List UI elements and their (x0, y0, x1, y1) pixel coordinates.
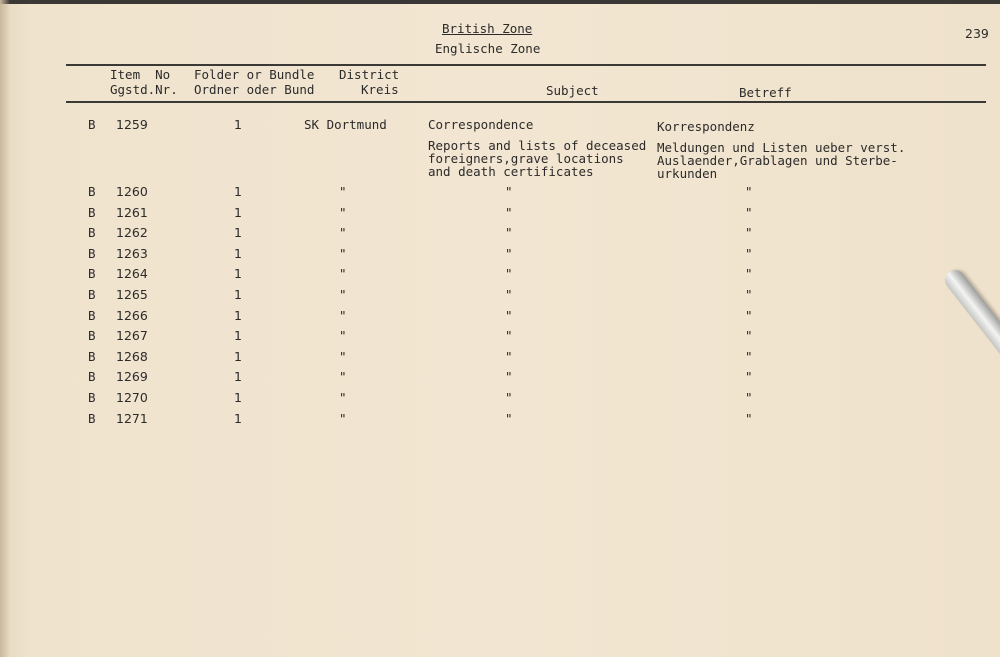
row-folder-count: 1 (234, 287, 242, 302)
row-betreff-ditto: " (745, 287, 753, 302)
row-district-ditto: " (339, 390, 347, 405)
row-district-ditto: " (339, 369, 347, 385)
row-folder-count: 1 (234, 266, 242, 282)
row-betreff-ditto: " (745, 266, 753, 282)
row-item-number: 1264 (116, 266, 148, 282)
row-district-ditto: " (339, 307, 347, 323)
row-item-number: 1266 (116, 307, 148, 323)
row-item-number: 1262 (116, 225, 148, 241)
row-betreff-line: urkunden (657, 166, 718, 181)
row-folder-count: 1 (234, 117, 242, 132)
row-item-number: 1270 (116, 390, 148, 405)
row-item-number: 1263 (116, 245, 148, 261)
row-district-ditto: " (339, 184, 347, 199)
row-folder-count: 1 (234, 245, 242, 261)
row-district-ditto: " (339, 328, 347, 344)
row-series: B (88, 117, 96, 132)
row-district: SK Dortmund (304, 117, 387, 132)
row-series: B (88, 204, 96, 220)
row-district-ditto: " (339, 287, 347, 302)
col-district-de: Kreis (361, 82, 399, 97)
row-folder-count: 1 (234, 307, 242, 323)
row-folder-count: 1 (234, 328, 242, 344)
row-district-ditto: " (339, 266, 347, 282)
row-series: B (88, 328, 96, 344)
row-betreff-title: Korrespondenz (657, 119, 755, 134)
row-item-number: 1260 (116, 184, 148, 199)
row-betreff-ditto: " (745, 390, 753, 405)
row-folder-count: 1 (234, 369, 242, 385)
row-series: B (88, 245, 96, 261)
binding-shadow (0, 0, 10, 657)
row-folder-count: 1 (234, 390, 242, 405)
row-series: B (88, 225, 96, 241)
col-folder-en: Folder or Bundle (194, 67, 315, 82)
row-betreff-ditto: " (745, 410, 753, 426)
row-subject-ditto: " (505, 369, 513, 385)
row-subject-ditto: " (505, 225, 513, 241)
row-district-ditto: " (339, 225, 347, 241)
header-top-rule (66, 64, 986, 66)
title-british-zone: British Zone (442, 21, 533, 36)
col-betreff: Betreff (739, 85, 792, 100)
row-folder-count: 1 (234, 204, 242, 220)
row-subject-ditto: " (505, 204, 513, 220)
row-subject-ditto: " (505, 410, 513, 426)
row-folder-count: 1 (234, 225, 242, 241)
top-edge (0, 0, 1000, 4)
row-item-number: 1271 (116, 410, 148, 426)
row-betreff-ditto: " (745, 225, 753, 241)
row-betreff-ditto: " (745, 204, 753, 220)
row-betreff-line: Meldungen und Listen ueber verst. (657, 140, 906, 155)
col-district-en: District (339, 67, 400, 82)
row-item-number: 1268 (116, 348, 148, 364)
row-series: B (88, 348, 96, 364)
col-folder-de: Ordner oder Bund (194, 82, 315, 97)
row-subject-ditto: " (505, 390, 513, 405)
row-item-number: 1261 (116, 204, 148, 220)
row-subject-ditto: " (505, 328, 513, 344)
row-item-number: 1259 (116, 117, 148, 132)
row-series: B (88, 287, 96, 302)
row-subject-ditto: " (505, 184, 513, 199)
row-subject-line: and death certificates (428, 164, 594, 179)
page-number: 239 (965, 26, 989, 41)
row-folder-count: 1 (234, 410, 242, 426)
row-series: B (88, 369, 96, 385)
row-series: B (88, 266, 96, 282)
paper-clip (941, 266, 1000, 404)
header-bottom-rule (66, 101, 986, 103)
row-subject-ditto: " (505, 245, 513, 261)
col-subject: Subject (546, 83, 599, 98)
row-series: B (88, 307, 96, 323)
row-betreff-ditto: " (745, 245, 753, 261)
row-subject-ditto: " (505, 307, 513, 323)
row-item-number: 1267 (116, 328, 148, 344)
row-subject-ditto: " (505, 287, 513, 302)
row-subject-ditto: " (505, 266, 513, 282)
row-subject-ditto: " (505, 348, 513, 364)
row-betreff-ditto: " (745, 369, 753, 385)
row-district-ditto: " (339, 410, 347, 426)
row-item-number: 1265 (116, 287, 148, 302)
row-folder-count: 1 (234, 348, 242, 364)
title-englische-zone: Englische Zone (435, 41, 541, 56)
row-subject-title: Correspondence (428, 117, 534, 132)
row-district-ditto: " (339, 204, 347, 220)
row-betreff-ditto: " (745, 307, 753, 323)
row-betreff-line: Auslaender,Grablagen und Sterbe- (657, 153, 898, 168)
row-betreff-ditto: " (745, 348, 753, 364)
row-series: B (88, 390, 96, 405)
col-item-no-en: Item No (110, 67, 171, 82)
row-series: B (88, 410, 96, 426)
row-subject-line: foreigners,grave locations (428, 151, 624, 166)
row-betreff-ditto: " (745, 184, 753, 199)
row-series: B (88, 184, 96, 199)
row-folder-count: 1 (234, 184, 242, 199)
row-district-ditto: " (339, 348, 347, 364)
row-item-number: 1269 (116, 369, 148, 385)
row-subject-line: Reports and lists of deceased (428, 138, 647, 153)
row-betreff-ditto: " (745, 328, 753, 344)
col-item-no-de: Ggstd.Nr. (110, 82, 178, 97)
row-district-ditto: " (339, 245, 347, 261)
